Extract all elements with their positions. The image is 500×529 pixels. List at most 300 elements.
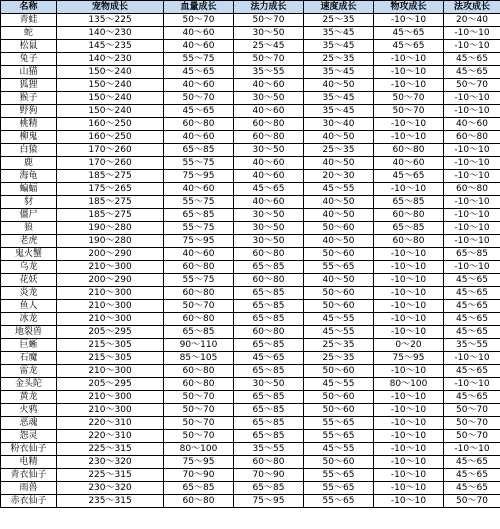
cell-magic-attack-growth: 45～65 [444,469,500,482]
cell-speed-growth: 35～45 [304,27,374,40]
cell-magic-attack-growth: 50～70 [444,430,500,443]
cell-pet-growth: 150～240 [57,92,164,105]
cell-phys-attack-growth: 50～70 [374,92,444,105]
cell-magic-attack-growth: -10～10 [444,144,500,157]
cell-pet-growth: 235～315 [57,495,164,508]
cell-hp-growth: 50～70 [164,404,234,417]
cell-pet-growth: 150～240 [57,105,164,118]
cell-phys-attack-growth: -10～10 [374,469,444,482]
cell-mp-growth: 60～80 [234,131,304,144]
cell-name: 雨兽 [1,482,57,495]
cell-magic-attack-growth: 65～85 [444,248,500,261]
table-row [1,53,500,66]
cell-speed-growth: 35～45 [304,40,374,53]
cell-mp-growth: 65～85 [234,482,304,495]
cell-hp-growth: 90～110 [164,339,234,352]
cell-hp-growth: 55～75 [164,274,234,287]
cell-hp-growth: 80～100 [164,443,234,456]
cell-speed-growth: 35～45 [304,66,374,79]
cell-pet-growth: 170～260 [57,144,164,157]
cell-mp-growth: 65～85 [234,287,304,300]
header-row [1,1,500,14]
cell-mp-growth: 30～50 [234,222,304,235]
cell-pet-growth: 190～280 [57,235,164,248]
cell-magic-attack-growth: -10～10 [444,443,500,456]
cell-hp-growth: 50～70 [164,391,234,404]
cell-speed-growth: 25～35 [304,352,374,365]
cell-mp-growth: 60～80 [234,274,304,287]
cell-name: 金头陀 [1,378,57,391]
cell-speed-growth: 50～60 [304,287,374,300]
cell-speed-growth: 30～40 [304,118,374,131]
cell-mp-growth: 65～85 [234,430,304,443]
cell-pet-growth: 185～275 [57,209,164,222]
cell-pet-growth: 215～305 [57,339,164,352]
cell-pet-growth: 230～320 [57,456,164,469]
cell-hp-growth: 50～70 [164,417,234,430]
cell-magic-attack-growth: 45～65 [444,300,500,313]
table-row [1,300,500,313]
cell-speed-growth: 55～65 [304,261,374,274]
cell-magic-attack-growth: 45～65 [444,365,500,378]
table-row [1,79,500,92]
cell-mp-growth: 45～65 [234,352,304,365]
header-cell-hp-growth: 血量成长 [164,1,234,14]
cell-pet-growth: 145～235 [57,40,164,53]
cell-speed-growth: 55～65 [304,430,374,443]
cell-magic-attack-growth: -10～10 [444,261,500,274]
cell-name: 花妖 [1,274,57,287]
cell-magic-attack-growth: -10～10 [444,170,500,183]
cell-hp-growth: 50～70 [164,430,234,443]
cell-mp-growth: 65～85 [234,417,304,430]
cell-phys-attack-growth: -10～10 [374,404,444,417]
cell-pet-growth: 150～240 [57,79,164,92]
cell-pet-growth: 185～275 [57,170,164,183]
cell-speed-growth: 25～35 [304,144,374,157]
cell-name: 黄龙 [1,391,57,404]
cell-magic-attack-growth: 60～80 [444,183,500,196]
table-row [1,313,500,326]
cell-speed-growth: 40～50 [304,235,374,248]
cell-pet-growth: 225～315 [57,443,164,456]
cell-mp-growth: 65～85 [234,313,304,326]
cell-name: 赤衣仙子 [1,495,57,508]
cell-phys-attack-growth: -10～10 [374,443,444,456]
cell-phys-attack-growth: -10～10 [374,365,444,378]
cell-name: 山猫 [1,66,57,79]
cell-mp-growth: 50～70 [234,53,304,66]
table-row [1,40,500,53]
cell-magic-attack-growth: -10～10 [444,378,500,391]
cell-speed-growth: 25～35 [304,14,374,27]
cell-phys-attack-growth: 60～80 [374,144,444,157]
cell-hp-growth: 65～85 [164,326,234,339]
cell-name: 冰龙 [1,313,57,326]
cell-hp-growth: 75～95 [164,235,234,248]
cell-mp-growth: 45～65 [234,183,304,196]
cell-name: 雷龙 [1,365,57,378]
table-row [1,27,500,40]
cell-name: 石魔 [1,352,57,365]
cell-name: 狐狸 [1,79,57,92]
table-row [1,456,500,469]
cell-pet-growth: 140～230 [57,53,164,66]
cell-hp-growth: 40～60 [164,40,234,53]
cell-phys-attack-growth: -10～10 [374,417,444,430]
cell-hp-growth: 85～105 [164,352,234,365]
cell-phys-attack-growth: -10～10 [374,274,444,287]
table-row [1,391,500,404]
cell-phys-attack-growth: 80～100 [374,378,444,391]
cell-speed-growth: 35～45 [304,92,374,105]
table-row [1,66,500,79]
cell-mp-growth: 40～60 [234,105,304,118]
table-row [1,118,500,131]
cell-name: 电精 [1,456,57,469]
cell-phys-attack-growth: -10～10 [374,287,444,300]
cell-speed-growth: 50～60 [304,300,374,313]
table-row [1,157,500,170]
cell-magic-attack-growth: 45～65 [444,287,500,300]
cell-phys-attack-growth: 45～65 [374,27,444,40]
table-row [1,430,500,443]
cell-name: 白猿 [1,144,57,157]
cell-mp-growth: 70～90 [234,469,304,482]
cell-mp-growth: 35～55 [234,443,304,456]
cell-pet-growth: 210～300 [57,365,164,378]
cell-pet-growth: 160～250 [57,131,164,144]
cell-speed-growth: 50～60 [304,404,374,417]
cell-pet-growth: 225～315 [57,469,164,482]
cell-mp-growth: 30～50 [234,27,304,40]
cell-magic-attack-growth: 60～80 [444,131,500,144]
cell-speed-growth: 35～45 [304,105,374,118]
cell-hp-growth: 60～80 [164,287,234,300]
cell-hp-growth: 50～70 [164,92,234,105]
cell-pet-growth: 150～240 [57,66,164,79]
cell-name: 粉衣仙子 [1,443,57,456]
cell-mp-growth: 30～50 [234,92,304,105]
cell-pet-growth: 200～290 [57,248,164,261]
cell-mp-growth: 65～85 [234,261,304,274]
cell-name: 蛇 [1,27,57,40]
header-cell-mp-growth: 法力成长 [234,1,304,14]
cell-name: 兔子 [1,53,57,66]
cell-phys-attack-growth: -10～10 [374,66,444,79]
cell-speed-growth: 45～55 [304,313,374,326]
cell-mp-growth: 50～70 [234,14,304,27]
cell-phys-attack-growth: -10～10 [374,261,444,274]
cell-speed-growth: 25～35 [304,53,374,66]
cell-phys-attack-growth: 65～85 [374,196,444,209]
header-cell-pet-growth: 宠物成长 [57,1,164,14]
cell-phys-attack-growth: 50～70 [374,105,444,118]
cell-phys-attack-growth: -10～10 [374,79,444,92]
cell-pet-growth: 230～320 [57,482,164,495]
cell-mp-growth: 60～80 [234,248,304,261]
cell-hp-growth: 60～80 [164,313,234,326]
cell-magic-attack-growth: 45～65 [444,391,500,404]
cell-magic-attack-growth: 45～65 [444,326,500,339]
cell-phys-attack-growth: -10～10 [374,300,444,313]
cell-mp-growth: 40～60 [234,157,304,170]
cell-name: 鱼人 [1,300,57,313]
cell-hp-growth: 60～80 [164,495,234,508]
cell-name: 怨灵 [1,430,57,443]
cell-name: 炎龙 [1,287,57,300]
cell-mp-growth: 30～50 [234,378,304,391]
cell-hp-growth: 40～60 [164,248,234,261]
cell-speed-growth: 45～55 [304,326,374,339]
cell-hp-growth: 60～80 [164,365,234,378]
table-row [1,144,500,157]
header-cell-name: 名称 [1,1,57,14]
cell-magic-attack-growth: 45～65 [444,482,500,495]
cell-name: 蝙蝠 [1,183,57,196]
cell-mp-growth: 65～85 [234,339,304,352]
table-row [1,339,500,352]
cell-name: 火鸦 [1,404,57,417]
cell-pet-growth: 160～250 [57,118,164,131]
table-row [1,352,500,365]
cell-phys-attack-growth: 60～80 [374,235,444,248]
cell-magic-attack-growth: -10～10 [444,222,500,235]
cell-mp-growth: 30～50 [234,209,304,222]
cell-phys-attack-growth: 0～20 [374,339,444,352]
table-row [1,14,500,27]
cell-magic-attack-growth: -10～10 [444,40,500,53]
header-cell-speed-growth: 速度成长 [304,1,374,14]
cell-hp-growth: 45～65 [164,105,234,118]
cell-speed-growth: 25～35 [304,339,374,352]
cell-hp-growth: 50～70 [164,300,234,313]
cell-mp-growth: 75～95 [234,495,304,508]
cell-magic-attack-growth: -10～10 [444,209,500,222]
cell-magic-attack-growth: 50～70 [444,79,500,92]
cell-pet-growth: 210～300 [57,261,164,274]
cell-speed-growth: 55～65 [304,482,374,495]
cell-pet-growth: 190～280 [57,222,164,235]
cell-name: 狼 [1,222,57,235]
table-row [1,443,500,456]
cell-magic-attack-growth: 45～65 [444,274,500,287]
cell-pet-growth: 220～310 [57,417,164,430]
cell-name: 桃精 [1,118,57,131]
table-row [1,131,500,144]
table-row [1,326,500,339]
cell-name: 海龟 [1,170,57,183]
cell-magic-attack-growth: 45～65 [444,53,500,66]
cell-name: 乌龙 [1,261,57,274]
cell-name: 恶魂 [1,417,57,430]
cell-phys-attack-growth: 60～80 [374,209,444,222]
cell-mp-growth: 60～80 [234,118,304,131]
cell-pet-growth: 205～295 [57,326,164,339]
cell-phys-attack-growth: -10～10 [374,118,444,131]
cell-mp-growth: 40～60 [234,79,304,92]
cell-hp-growth: 55～75 [164,53,234,66]
cell-name: 野狗 [1,105,57,118]
table-row [1,196,500,209]
cell-hp-growth: 40～60 [164,79,234,92]
table-row [1,404,500,417]
cell-speed-growth: 45～55 [304,378,374,391]
cell-hp-growth: 75～95 [164,456,234,469]
cell-hp-growth: 65～85 [164,209,234,222]
cell-name: 地裂兽 [1,326,57,339]
cell-name: 鹿 [1,157,57,170]
cell-phys-attack-growth: -10～10 [374,430,444,443]
cell-speed-growth: 40～50 [304,157,374,170]
cell-mp-growth: 60～80 [234,326,304,339]
cell-hp-growth: 60～80 [164,378,234,391]
cell-magic-attack-growth: -10～10 [444,235,500,248]
cell-name: 豺 [1,196,57,209]
cell-speed-growth: 40～50 [304,131,374,144]
cell-name: 松鼠 [1,40,57,53]
cell-speed-growth: 50～60 [304,365,374,378]
cell-speed-growth: 40～50 [304,209,374,222]
cell-hp-growth: 40～60 [164,27,234,40]
table-row [1,170,500,183]
cell-pet-growth: 210～300 [57,404,164,417]
cell-mp-growth: 40～60 [234,170,304,183]
table-row [1,105,500,118]
cell-hp-growth: 65～85 [164,144,234,157]
cell-pet-growth: 210～300 [57,313,164,326]
table-row [1,261,500,274]
cell-speed-growth: 45～55 [304,443,374,456]
cell-phys-attack-growth: -10～10 [374,183,444,196]
cell-name: 柳鬼 [1,131,57,144]
cell-name: 巨蜥 [1,339,57,352]
cell-mp-growth: 35～55 [234,66,304,79]
table-row [1,274,500,287]
cell-phys-attack-growth: -10～10 [374,495,444,508]
header-cell-phys-attack-growth: 物攻成长 [374,1,444,14]
table-row [1,378,500,391]
cell-pet-growth: 135～225 [57,14,164,27]
table-row [1,235,500,248]
cell-phys-attack-growth: -10～10 [374,391,444,404]
cell-magic-attack-growth: 50～70 [444,417,500,430]
table-row [1,92,500,105]
cell-magic-attack-growth: 50～70 [444,495,500,508]
cell-pet-growth: 210～300 [57,300,164,313]
cell-magic-attack-growth: 50～70 [444,404,500,417]
cell-hp-growth: 40～60 [164,183,234,196]
cell-speed-growth: 40～50 [304,79,374,92]
cell-speed-growth: 50～60 [304,456,374,469]
cell-hp-growth: 65～85 [164,482,234,495]
cell-magic-attack-growth: 45～65 [444,313,500,326]
cell-hp-growth: 55～75 [164,222,234,235]
cell-mp-growth: 40～60 [234,196,304,209]
cell-phys-attack-growth: 45～65 [374,170,444,183]
cell-hp-growth: 45～65 [164,66,234,79]
cell-speed-growth: 50～60 [304,391,374,404]
cell-magic-attack-growth: 45～65 [444,66,500,79]
cell-magic-attack-growth: -10～10 [444,27,500,40]
cell-pet-growth: 185～275 [57,196,164,209]
cell-pet-growth: 215～305 [57,352,164,365]
cell-hp-growth: 40～60 [164,131,234,144]
cell-hp-growth: 60～80 [164,261,234,274]
cell-phys-attack-growth: -10～10 [374,14,444,27]
cell-phys-attack-growth: 65～85 [374,222,444,235]
cell-magic-attack-growth: -10～10 [444,105,500,118]
table-row [1,482,500,495]
cell-phys-attack-growth: -10～10 [374,482,444,495]
cell-speed-growth: 40～50 [304,196,374,209]
cell-mp-growth: 65～85 [234,404,304,417]
cell-hp-growth: 75～95 [164,170,234,183]
cell-mp-growth: 65～85 [234,365,304,378]
header-cell-magic-attack-growth: 法攻成长 [444,1,500,14]
cell-name: 老虎 [1,235,57,248]
cell-magic-attack-growth: 40～60 [444,118,500,131]
cell-magic-attack-growth: 20～40 [444,14,500,27]
table-row [1,209,500,222]
cell-mp-growth: 60～80 [234,456,304,469]
cell-phys-attack-growth: 40～60 [374,157,444,170]
cell-mp-growth: 65～85 [234,391,304,404]
cell-mp-growth: 30～50 [234,144,304,157]
table-row [1,469,500,482]
cell-phys-attack-growth: 45～65 [374,40,444,53]
cell-name: 青蛙 [1,14,57,27]
cell-pet-growth: 175～265 [57,183,164,196]
cell-hp-growth: 55～75 [164,196,234,209]
cell-hp-growth: 60～80 [164,118,234,131]
cell-pet-growth: 205～295 [57,378,164,391]
cell-phys-attack-growth: -10～10 [374,248,444,261]
cell-name: 猴子 [1,92,57,105]
cell-pet-growth: 140～230 [57,27,164,40]
cell-magic-attack-growth: -10～10 [444,92,500,105]
cell-speed-growth: 45～55 [304,183,374,196]
table-row [1,365,500,378]
cell-phys-attack-growth: -10～10 [374,131,444,144]
cell-phys-attack-growth: -10～10 [374,326,444,339]
cell-pet-growth: 170～260 [57,157,164,170]
cell-phys-attack-growth: -10～10 [374,313,444,326]
table-row [1,183,500,196]
cell-speed-growth: 20～30 [304,170,374,183]
cell-speed-growth: 55～65 [304,495,374,508]
cell-pet-growth: 200～290 [57,274,164,287]
table-row [1,417,500,430]
cell-speed-growth: 55～65 [304,417,374,430]
cell-name: 僵尸 [1,209,57,222]
cell-mp-growth: 30～50 [234,235,304,248]
cell-phys-attack-growth: -10～10 [374,456,444,469]
cell-hp-growth: 55～75 [164,157,234,170]
cell-pet-growth: 210～300 [57,287,164,300]
cell-mp-growth: 25～45 [234,40,304,53]
cell-phys-attack-growth: 75～95 [374,352,444,365]
table-row [1,248,500,261]
cell-magic-attack-growth: -10～10 [444,196,500,209]
cell-magic-attack-growth: 45～65 [444,456,500,469]
cell-name: 青衣仙子 [1,469,57,482]
cell-hp-growth: 70～90 [164,469,234,482]
cell-hp-growth: 50～70 [164,14,234,27]
cell-mp-growth: 65～85 [234,300,304,313]
cell-speed-growth: 50～60 [304,222,374,235]
cell-speed-growth: 40～50 [304,274,374,287]
